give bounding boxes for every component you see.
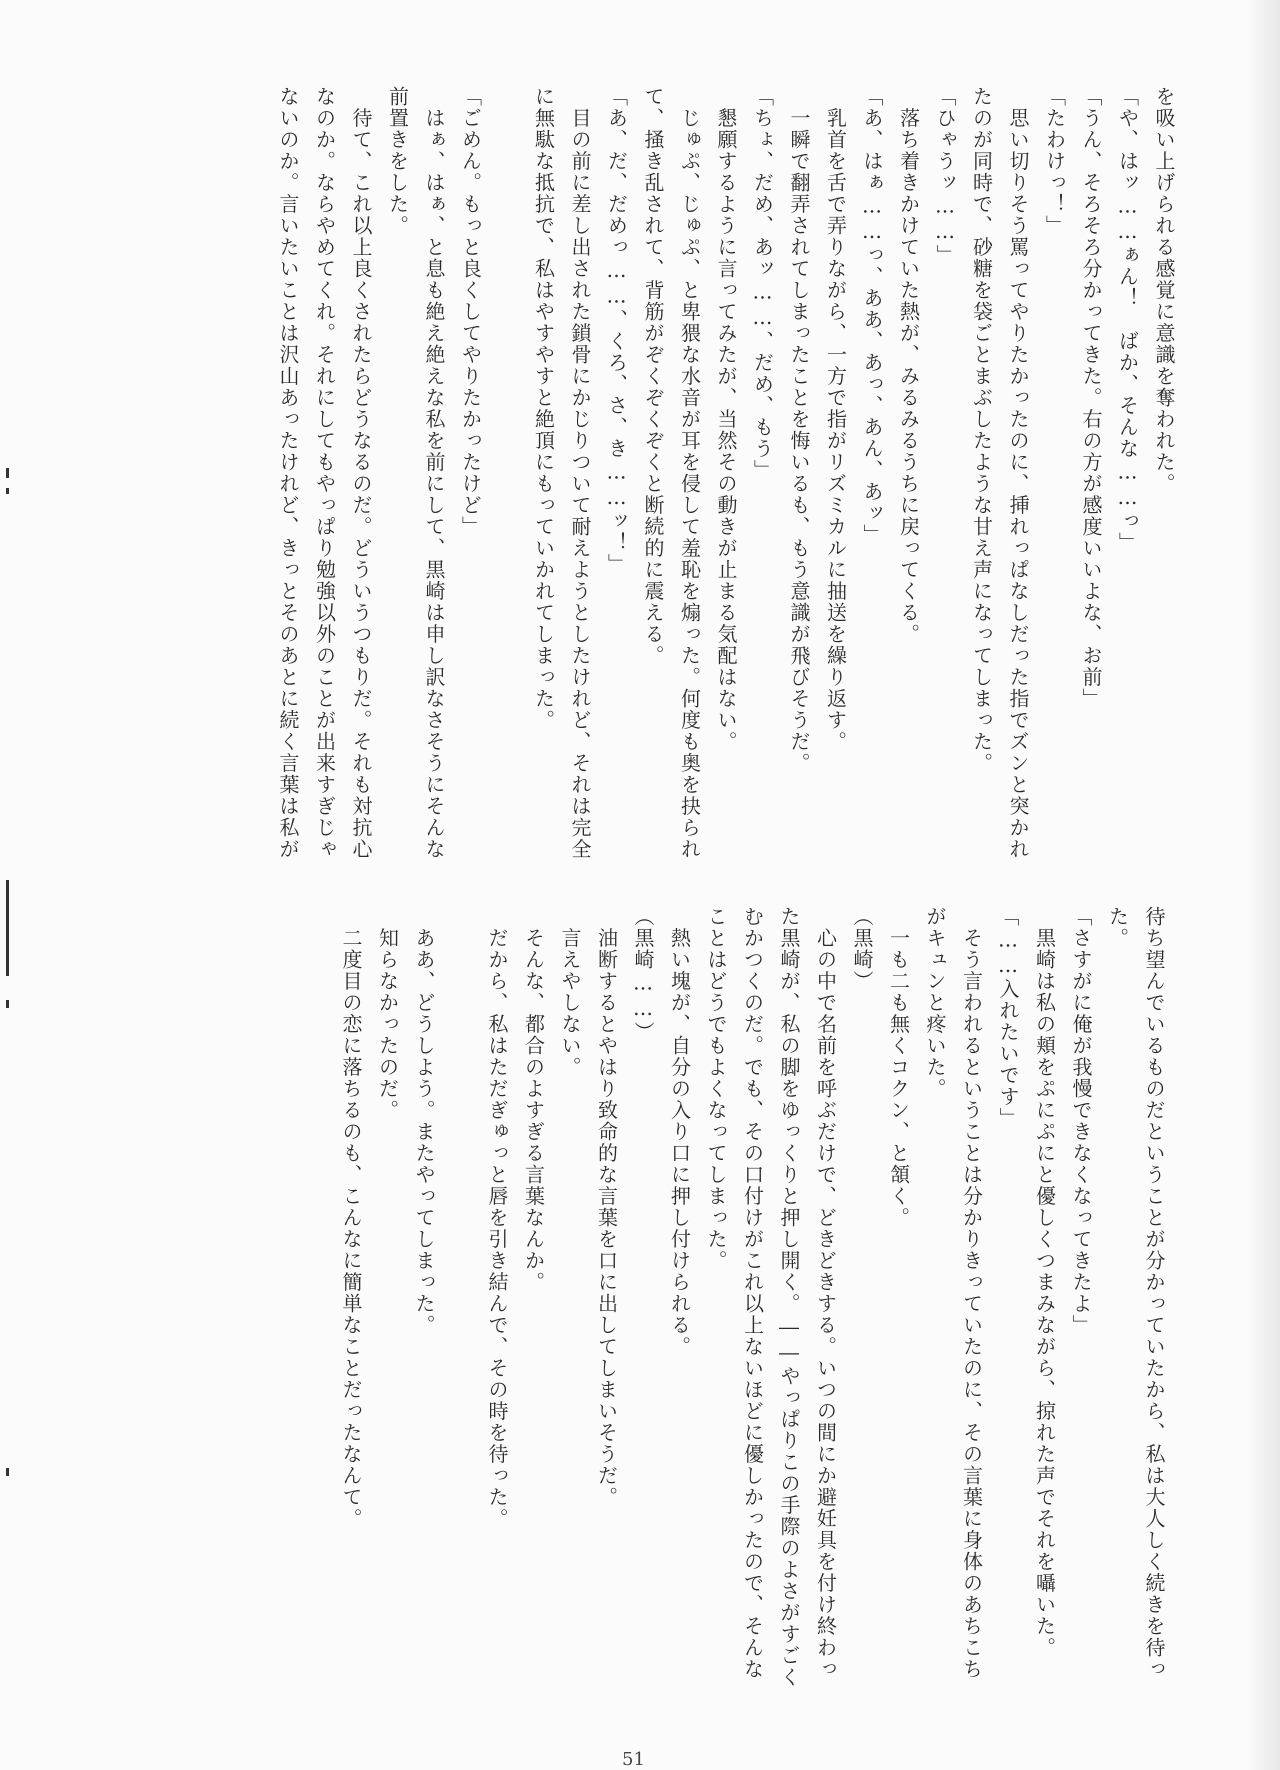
text-line: た黒崎が、私の脚をゆっくりと押し開く。――やっぱりこの手際のよさがすごく xyxy=(777,906,801,1688)
text-line: 「ちょ、だめ、あッ……、だめ、もう」 xyxy=(750,86,775,481)
text-line: たのが同時で、砂糖を袋ごとまぶしたような甘え声になってしまった。 xyxy=(969,86,994,774)
text-line: （黒崎……） xyxy=(631,906,655,1043)
text-line: た。 xyxy=(1105,906,1130,949)
text-line: 前置きをした。 xyxy=(385,86,410,237)
text-line: 黒崎は私の頬をぷにぷにと優しくつまみながら、掠れた声でそれを囁いた。 xyxy=(1032,906,1057,1659)
text-line: 懇願するように言ってみたが、当然その動きが止まる気配はない。 xyxy=(714,86,738,753)
edge-mark xyxy=(6,468,9,478)
text-line: 「ごめん。もっと良くしてやりたかったけど」 xyxy=(458,86,483,538)
text-line: はぁ、はぁ、と息も絶え絶えな私を前にして、黒崎は申し訳なさそうにそんな xyxy=(422,86,446,860)
page-number: 51 xyxy=(622,1749,645,1770)
text-line: 思い切りそう罵ってやりたかったのに、挿れっぱなしだった指でズンと突かれ xyxy=(1006,86,1030,860)
edge-mark xyxy=(6,1468,9,1476)
text-line xyxy=(489,86,526,886)
text-line: 待ち望んでいるものだということが分かっていたから、私は大人しく続きを待っ xyxy=(1142,906,1166,1680)
text-line: 二度目の恋に落ちるのも、こんなに簡単なことだったなんて。 xyxy=(339,906,363,1530)
text-line: なのか。ならやめてくれ。それにしてもやっぱり勉強以外のことが出来すぎじゃ xyxy=(312,86,337,860)
text-line: 「あ、だ、だめっ……、くろ、さ、き……ッ！」 xyxy=(604,86,629,575)
text-line: 知らなかったのだ。 xyxy=(375,906,400,1121)
text-line: ああ、どうしよう。またやってしまった。 xyxy=(412,906,436,1336)
text-line: 「……入れたいです」 xyxy=(996,906,1020,1129)
text-line: 心の中で名前を呼ぶだけで、どきどきする。いつの間にか避妊具を付け終わっ xyxy=(813,906,838,1680)
text-line: て、掻き乱されて、背筋がぞくぞくぞくと断続的に震える。 xyxy=(641,86,665,667)
text-line: 「うん、そろそろ分かってきた。右の方が感度いいよな、お前」 xyxy=(1079,86,1103,710)
edge-mark xyxy=(6,488,9,494)
text-line: 熱い塊が、自分の入り口に押し付けられる。 xyxy=(667,906,692,1358)
text-line: 待て、これ以上良くされたらどうなるのだ。どういうつもりだ。それも対抗心 xyxy=(349,86,373,860)
text-line: 「ひゃうッ……」 xyxy=(933,86,957,266)
text-line: ことはどうでもよくなってしまった。 xyxy=(704,906,728,1272)
text-line: そう言われるということは分かりきっていたのに、その言葉に身体のあちこち xyxy=(959,906,984,1680)
text-line: 目の前に差し出された鎖骨にかじりついて耐えようとしたけれど、それは完全 xyxy=(568,86,592,860)
text-line: 一も二も無くコクン、と頷く。 xyxy=(886,906,911,1229)
text-line xyxy=(442,906,479,1716)
text-line: ないのか。言いたいことは沢山あったけれど、きっとそのあとに続く言葉は私が xyxy=(276,86,300,860)
text-block-bottom xyxy=(333,906,1173,1716)
edge-mark xyxy=(6,1000,9,1008)
text-line: 言えやしない。 xyxy=(558,906,582,1078)
text-line: 「さすがに俺が我慢できなくなってきたよ」 xyxy=(1069,906,1093,1336)
text-line: に無駄な抵抗で、私はやすやすと絶頂にもっていかれてしまった。 xyxy=(531,86,556,731)
text-line: を吸い上げられる感覚に意識を奪われた。 xyxy=(1152,86,1176,495)
text-line: 乳首を舌で弄りながら、一方で指がリズミカルに抽送を繰り返す。 xyxy=(823,86,848,753)
text-line: 「たわけっ！」 xyxy=(1042,86,1067,237)
text-line: がキュンと疼いた。 xyxy=(923,906,947,1100)
text-block-top xyxy=(270,86,1183,886)
text-line: じゅぷ、じゅぷ、と卑猥な水音が耳を侵して羞恥を煽った。何度も奥を抉られ xyxy=(677,86,702,860)
text-line: 油断するとやはり致命的な言葉を口に出してしまいそうだ。 xyxy=(594,906,619,1508)
text-line: 「あ、はぁ……っ、ああ、あっ、あん、あッ」 xyxy=(860,86,884,546)
text-line: （黒崎） xyxy=(850,906,874,992)
spine-shadow xyxy=(1246,0,1280,1770)
text-line: 「や、はッ……ぁん！ ばか、そんな……っ」 xyxy=(1115,86,1140,554)
text-line: だから、私はただぎゅっと唇を引き結んで、その時を待った。 xyxy=(485,906,509,1530)
edge-mark xyxy=(6,880,9,976)
text-line: そんな、都合のよすぎる言葉なんか。 xyxy=(521,906,546,1293)
text-line: 落ち着きかけていた熱が、みるみるうちに戻ってくる。 xyxy=(896,86,921,645)
text-line: 一瞬で翻弄されてしまったことを悔いるも、もう意識が飛びそうだ。 xyxy=(787,86,811,774)
text-line: むかつくのだ。でも、その口付けがこれ以上ないほどに優しかったので、そんな xyxy=(740,906,765,1680)
